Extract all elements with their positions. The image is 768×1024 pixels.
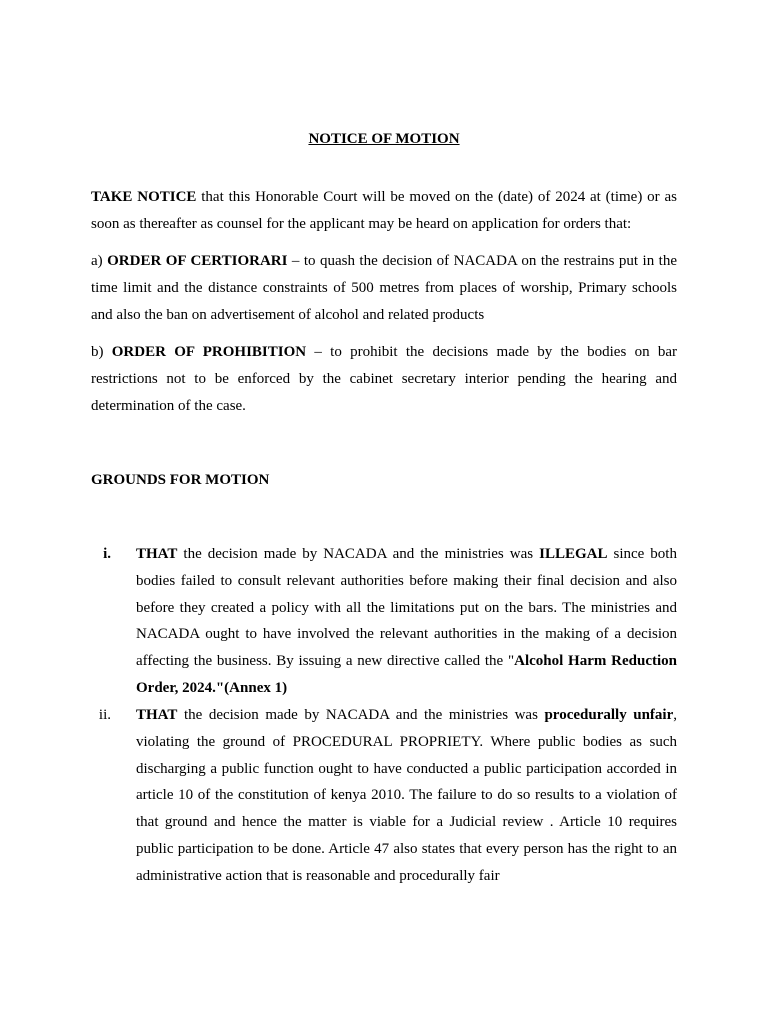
- ground-bold-term: procedurally unfair: [544, 707, 674, 723]
- order-prefix: b): [91, 344, 112, 360]
- ground-number: i.: [103, 546, 111, 562]
- ground-text-part: since both bodies failed to consult relevant authorities before making their final decision and also before they created a policy with all the limitations put on the bars. The ministries and NACADA ought to have involved the relevant authorities in the making of a decision affecting the business. By issuing a new directive called the ": [136, 546, 677, 670]
- document-page: [91, 0, 677, 1024]
- ground-lead: THAT: [136, 707, 178, 723]
- order-prefix: a): [91, 253, 108, 269]
- order-text: – to quash the decision of NACADA on the restrains put in the time limit and the distance constraints of 500 metres from places of worship, Primary schools and also the ban on advertisement of alcohol and related products: [91, 253, 677, 323]
- ground-bold-term: Alcohol Harm Reduction Order, 2024."(Annex 1): [136, 653, 677, 696]
- order-name: ORDER OF PROHIBITION: [111, 344, 307, 360]
- ground-text-part: the decision made by NACADA and the ministries was: [177, 707, 545, 723]
- ground-text-part: , violating the ground of PROCEDURAL PROPRIETY. Where public bodies as such discharging a public function ought to have conducted a public participation accorded in article 10 of the constitution of kenya 2010. The failure to do so results to a violation of that ground and hence the matter is viable for a Judicial review . Article 10 requires public participation to be done. Article 47 also states that every person has the right to an administrative action that is reasonable and procedurally fair: [136, 707, 677, 884]
- order-name: ORDER OF CERTIORARI: [107, 253, 288, 269]
- order-text: – to prohibit the decisions made by the bodies on bar restrictions not to be enforced by the cabinet secretary interior pending the hearing and determination of the case.: [91, 344, 677, 414]
- document-title: NOTICE OF MOTION: [308, 131, 460, 147]
- grounds-heading: GROUNDS FOR MOTION: [91, 472, 270, 488]
- ground-bold-term: ILLEGAL: [539, 546, 608, 562]
- ground-lead: THAT: [136, 546, 178, 562]
- intro-lead: TAKE NOTICE: [91, 189, 197, 205]
- ground-number: ii.: [98, 707, 111, 723]
- intro-paragraph: [91, 184, 677, 238]
- ground-text: [136, 541, 677, 702]
- intro-text: that this Honorable Court will be moved on the (date) of 2024 at (time) or as soon as thereafter as counsel for the applicant may be heard on application for orders that:: [91, 189, 677, 232]
- order-prohibition: [91, 339, 677, 419]
- order-certiorari: [91, 248, 677, 328]
- ground-text: [136, 702, 677, 890]
- ground-text-part: the decision made by NACADA and the ministries was: [177, 546, 540, 562]
